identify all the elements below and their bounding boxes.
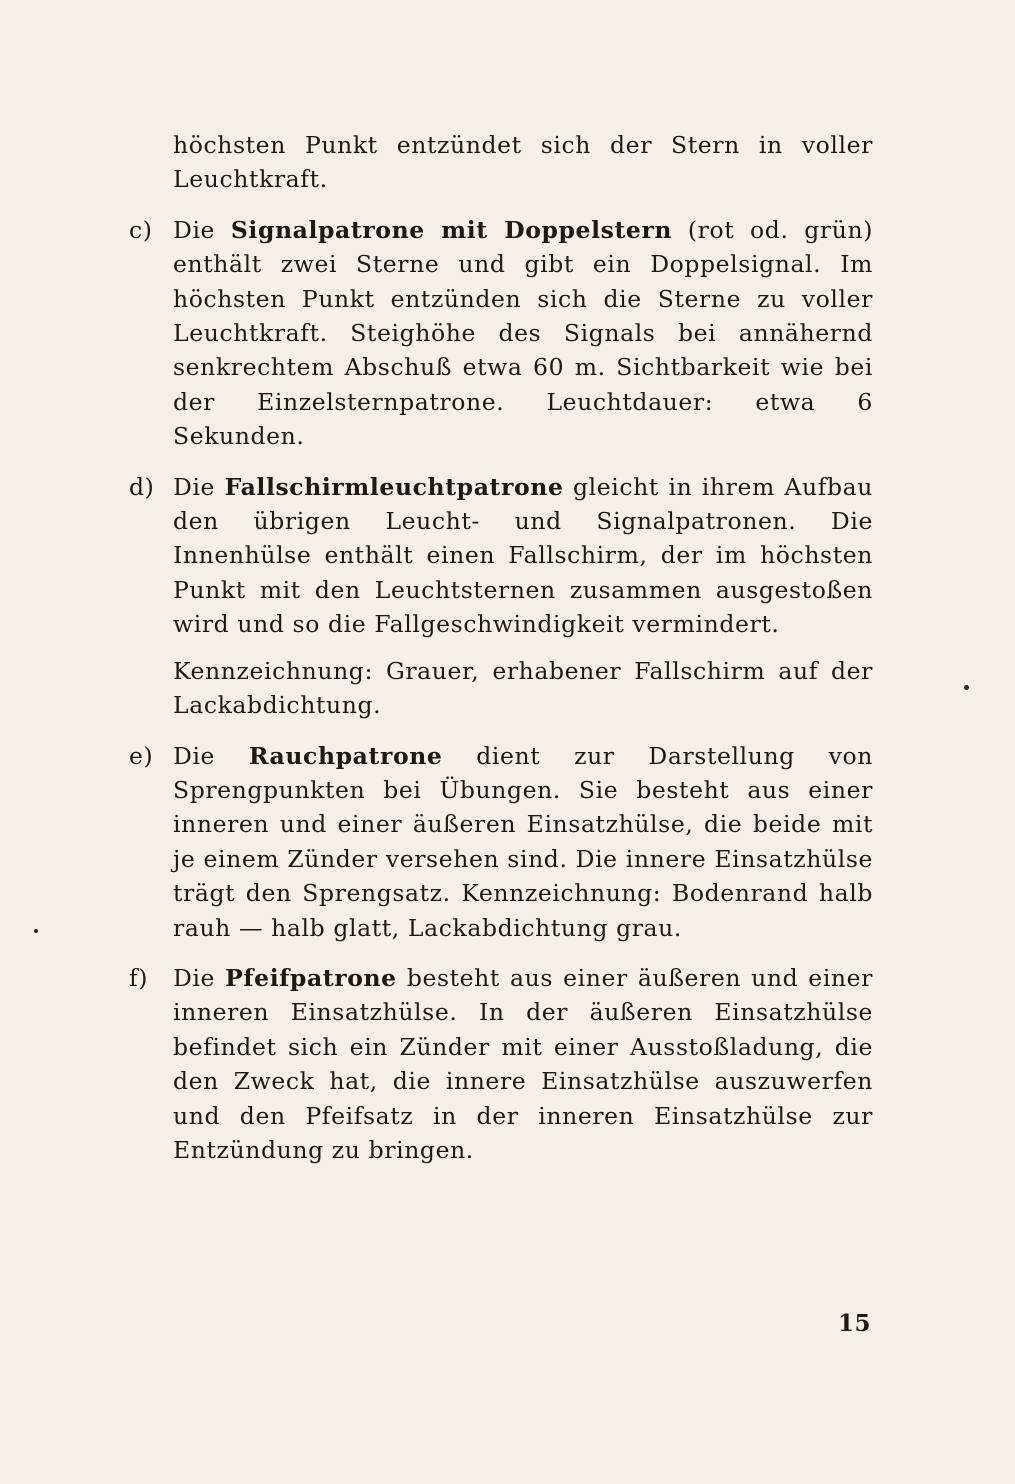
section-f-marker: f) [129,963,149,992]
section-c [129,213,873,454]
section-e [129,739,874,945]
section-d-marker: d) [129,472,155,501]
paper-speck [34,929,38,933]
section-c-body: (rot od. grün) enthält zwei Sterne und gibt ein Doppelsignal. Im höchsten Punkt entzünden sich die Sterne zu voller Leuchtkraft. Steighöhe des Signals bei annähernd senkrechtem Abschuß etwa 60 m. Sichtbarkeit wie bei der Einzelsternpatrone. Leuchtdauer: etwa 6 Sekunden. [173,215,873,451]
section-d-term: Fallschirmleuchtpatrone [224,472,564,501]
section-c-marker: c) [129,215,153,244]
intro-paragraph [173,128,873,197]
section-d-note-text: Kennzeichnung: Grauer, erhabener Fallschirm auf der Lackabdichtung. [173,656,873,720]
page-number: 15 [838,1310,872,1337]
section-d [129,470,873,642]
section-f-term: Pfeifpatrone [225,963,397,992]
body-text [129,128,874,1167]
intro-text: höchsten Punkt entzündet sich der Stern in voller Leuchtkraft. [173,131,873,194]
paper-speck [964,685,969,690]
section-e-term: Rauchpatrone [248,741,443,770]
section-e-body: dient zur Darstellung von Sprengpunkten bei Übungen. Sie besteht aus einer inneren und einer äußeren Einsatzhülse, die beide mit je einem Zünder versehen sind. Die innere Einsatzhülse trägt den Sprengsatz. Kennzeichnung: Bodenrand halb rauh — halb glatt, Lackabdichtung grau. [173,741,874,942]
section-e-lead: Die [173,741,216,770]
section-f-body: besteht aus einer äußeren und einer inneren Einsatzhülse. In der äußeren Einsatzhülse befindet sich ein Zünder mit einer Ausstoßladung, die den Zweck hat, die innere Einsatzhülse auszuwerfen und den Pfeifsatz in der inneren Einsatzhülse zur Entzündung zu bringen. [173,963,874,1164]
section-d-note [173,654,873,723]
section-c-term: Signalpatrone mit Doppelstern [230,215,673,244]
section-f-lead: Die [173,963,216,992]
section-c-lead: Die [173,215,216,244]
section-d-lead: Die [173,472,216,501]
section-e-marker: e) [129,741,154,770]
section-f [129,961,874,1167]
section-d-body: gleicht in ihrem Aufbau den übrigen Leucht- und Signalpatronen. Die Innenhülse enthält einen Fallschirm, der im höchsten Punkt mit den Leuchtsternen zusammen ausgestoßen wird und so die Fallgeschwindigkeit vermindert. [173,472,873,639]
